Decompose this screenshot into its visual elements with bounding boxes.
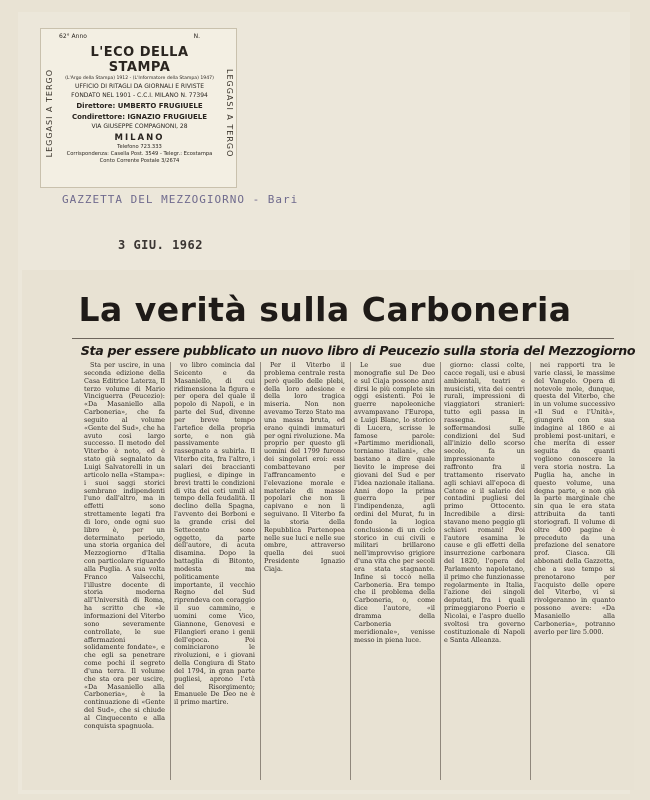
slip-director: Direttore: UMBERTO FRUGIUELE [76,102,203,110]
column-divider [170,362,171,780]
slip-phone: Telefono 723.333 [117,144,162,150]
slip-side-left: LEGGASI A TERGO [45,69,54,158]
date-stamp: 3 GIU. 1962 [118,238,203,252]
article-column-6 [534,362,615,780]
slip-codirector: Condirettore: IGNAZIO FRUGIUELE [71,113,208,121]
article-deck: Sta per essere pubblicato un nuovo libro di Peucezio sulla storia del Mezzogiorno [80,343,636,358]
column-text: nei rapporti tra le varie classi, le massime del Vangelo. Opera di notevole mole, dunque, questa del Viterbo, che in un volume successivo «Il Sud e l'Unità», giungerà con sua indagine al 1860 e ai problemi post-unitari, e che merita di esser seguita da quanti vogliono conoscere la vera storia nostra. La Puglia ha, anche in questo volume, una degna parte, e non già la parte marginale che sin qua le era stata attribuita da tanti storiografi. Il volume di oltre 400 pagine è preceduto da una prefazione del senatore prof. Ciasca. Gli abbonati della Gazzetta, che a suo tempo si prenotarono per l'acquisto delle opere del Viterbo, vi si rivolgeranno in quanto possono avere: «Da Masaniello alla Carboneria», potranno averlo per lire 5.000. [534,362,615,636]
article-column-5 [444,362,525,780]
slip-number: N. [193,33,200,40]
article-headline: La verità sulla Carboneria [78,290,572,329]
column-divider [350,362,351,780]
slip-side-right: LEGGASI A TERGO [225,69,234,158]
slip-founded: FONDATO NEL 1901 - C.C.I. MILANO N. 77394 [71,92,208,99]
article-column-1 [84,362,165,780]
slip-address: VIA GIUSEPPE COMPAGNONI, 28 [91,123,188,130]
slip-account: Conto Corrente Postale 3/2674 [99,158,180,164]
slip-brand: L'ECO DELLA STAMPA [90,45,189,75]
column-text: vo libro comincia dal Seicento e da Masaniello, di cui ridimensiona la figura e per opera del quale il popolo di Napoli, e in parte del Sud, divenne per breve tempo l'artefice della propria sorte, e non già passivamente rassegnato a subirla. Il Viterbo cita, fra l'altro, i salari dei braccianti pugliesi, e dipinge in brevi tratti le condizioni di vita dei ceti umili al tempo della feudalità. Il declino della Spagna, l'avvento dei Borboni e la grande crisi del Settecento sono oggetto, da parte dell'autore, di acuta disamina. Dopo la battaglia di Bitonto, modesta ma politicamente importante, il vecchio Regno del Sud riprendeva con coraggio il suo cammino, e uomini come Vico, Giannone, Genovesi e Filangieri erano i genii dell'epoca. Poi cominciarono le rivoluzioni, e i giovani della Congiura di Stato del 1794, in gran parte pugliesi, aprono l'età del Risorgimento; Emanuele De Deo ne è il primo martire. [174,362,255,707]
article-body [84,362,620,782]
article-column-2 [174,362,255,780]
article-column-4 [354,362,435,780]
column-text: Per il Viterbo il problema centrale resta però quello delle plebi, della loro adesione e della loro tragica miseria. Non non avevamo Terzo Stato ma una massa bruta, ed erano quindi immaturi per ogni rivoluzione. Ma proprio per questo gli uomini del 1799 furono dei singolari eroi: essi combattevano per l'affrancamento e l'elevazione morale e materiale di masse popolari che non li capivano e non li seguivano. Il Viterbo fa la storia della Repubblica Partenopea nelle sue luci e nelle sue ombre, attraverso quella dei suoi Presidente Ignazio Ciaja. [264,362,345,573]
slip-office: UFFICIO DI RITAGLI DA GIORNALI E RIVISTE [75,83,204,90]
press-clipping-slip [40,28,237,188]
headline-rule [72,338,614,339]
slip-city: MILANO [114,133,165,143]
article-column-3 [264,362,345,780]
column-text: Le sue due monografie sul De Deo e sul Ciaja possono anzi dirsi le più complete sin oggi esistenti. Poi le guerre napoleoniche avvampavano l'Europa, e Luigi Blanc, lo storico di Lucera, scrisse le famose parole: «Partimmo meridionali, torniamo italiani», che bastano a dire quale lievito le imprese dei giovani del Sud e per l'idea nazionale italiana. Anni dopo la prima guerra per l'indipendenza, agli ordini del Murat, fu in fondo la logica conclusione di un ciclo storico in cui civili e militari brillarono nell'improvviso grigiore d'una vita che per secoli era stata stagnante. Infine si toccò nella Carboneria. Era tempo che il problema della Carboneria, o, come dice l'autore, «il dramma della Carboneria meridionale», venisse messo in piena luce. [354,362,435,644]
slip-year: 62° Anno [59,33,87,40]
column-divider [530,362,531,780]
newspaper-stamp: GAZZETTA DEL MEZZOGIORNO - Bari [62,193,299,206]
column-divider [260,362,261,780]
column-text: Sta per uscire, in una seconda edizione della Casa Editrice Laterza, Il terzo volume di Mario Vinciguerra (Peucezio): «Da Masaniello alla Carboneria», che fa seguito al volume «Gente del Sud», che ha avuto così largo successo. Il metodo del Viterbo è noto, ed è stato già segnalato da Luigi Salvatorelli in un articolo nella «Stampa»: i suoi saggi storici sembrano indipendenti l'uno dall'altro, ma in effetti sono strettamente legati fra di loro, onde ogni suo libro è, per un determinato periodo, una storia organica del Mezzogiorno d'Italia con particolare riguardo alla Puglia. A sua volta Franco Valsecchi, l'illustre docente di storia moderna all'Università di Roma, ha scritto che «le informazioni del Viterbo sono severamente controllate, le sue affermazioni solidamente fondate», e che egli sa penetrare come pochi il segreto d'una terra. Il volume che sta ora per uscire, «Da Masaniello alla Carboneria», è la continuazione di «Gente del Sud», che si chiude al Cinquecento e alla conquista spagnuola. [84,362,165,730]
slip-correspondence: Corrispondenza: Casella Post. 3549 - Telegr.: Ecostampa [66,151,213,157]
slip-subtitle: (L'Argo della Stampa) 1912 - (L'Informatore della Stampa) 1947) [65,76,214,81]
newspaper-clipping [22,270,634,790]
column-divider [440,362,441,780]
column-text: giorno: classi colte, cacce regali, usi e abusi ambientali, teatri e musicisti, vita dei centri rurali, impressioni di viaggiatori stranieri: tutto egli passa in rassegna. E, soffermandosi sulle condizioni del Sud all'inizio dello scorso secolo, fa un impressionante raffronto fra il trattamento riservato agli schiavi all'epoca di Catone e il salario dei contadini pugliesi del primo Ottocento. Incredibile a dirsi: stavano meno peggio gli schiavi romani! Poi l'autore esamina le cause e gli effetti della insurrezione carbonara del 1820, l'opera del Parlamento napoletano, il primo che funzionasse regolarmente in Italia, l'azione dei singoli deputati, fra i quali primeggiarono Poerio e Nicolai, e l'aspro duello svoltosi tra governo costituzionale di Napoli e Santa Alleanza. [444,362,525,644]
